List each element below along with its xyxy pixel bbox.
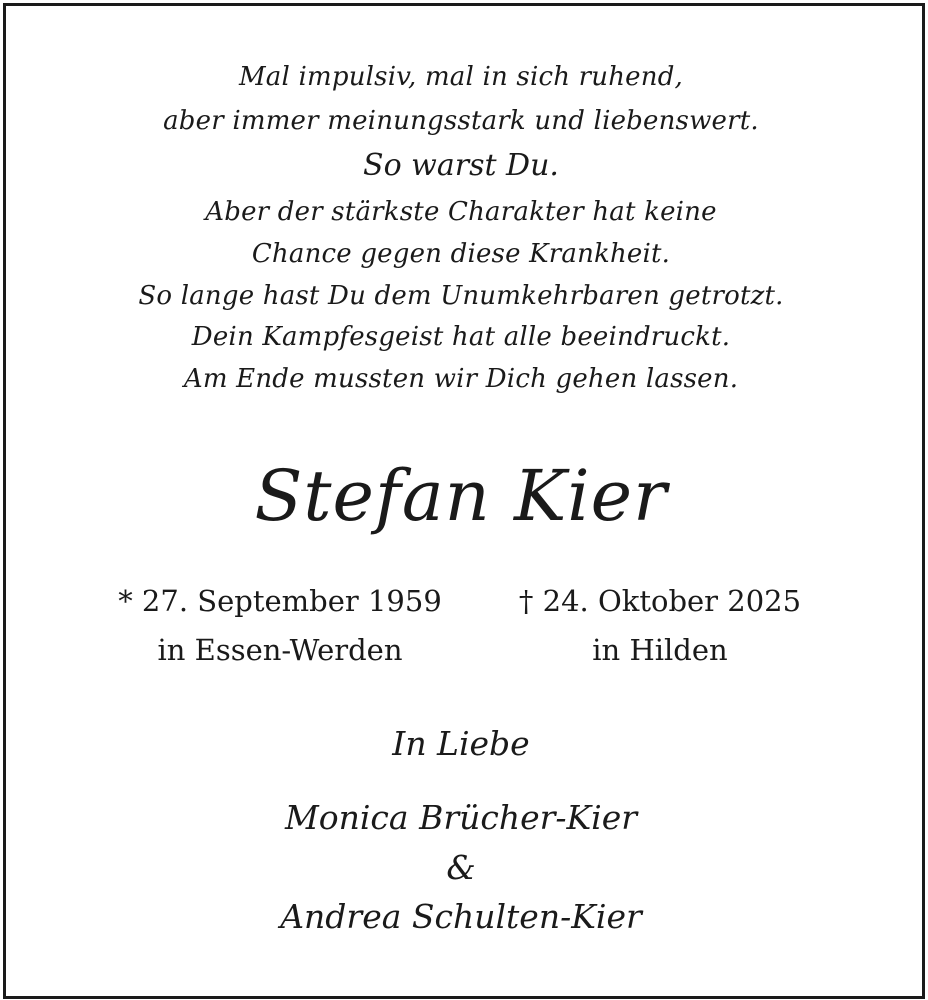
death-date: † 24. Oktober 2025 bbox=[518, 584, 802, 618]
mourner-name-2: Andrea Schulten-Kier bbox=[280, 897, 642, 936]
poem-line-2: aber immer meinungsstark und liebenswert. bbox=[163, 106, 759, 136]
poem-line-1: Mal impulsiv, mal in sich ruhend, bbox=[238, 62, 684, 92]
birth-place: in Essen-Werden bbox=[157, 633, 403, 667]
death-place: in Hilden bbox=[592, 633, 728, 667]
deceased-name: Stefan Kier bbox=[254, 455, 668, 537]
poem-line-8: Am Ende mussten wir Dich gehen lassen. bbox=[183, 364, 739, 394]
poem-line-7: Dein Kampfesgeist hat alle beeindruckt. bbox=[191, 322, 731, 352]
mourner-ampersand: & bbox=[446, 848, 476, 887]
closing-salutation: In Liebe bbox=[392, 724, 530, 763]
poem-line-4: Aber der stärkste Charakter hat keine bbox=[205, 197, 717, 227]
poem-line-5: Chance gegen diese Krankheit. bbox=[251, 239, 671, 269]
poem-highlight: So warst Du. bbox=[363, 148, 559, 183]
poem-line-6: So lange hast Du dem Unumkehrbaren getrotzt. bbox=[138, 281, 784, 311]
mourner-name-1: Monica Brücher-Kier bbox=[284, 798, 638, 837]
birth-date: * 27. September 1959 bbox=[118, 584, 442, 618]
